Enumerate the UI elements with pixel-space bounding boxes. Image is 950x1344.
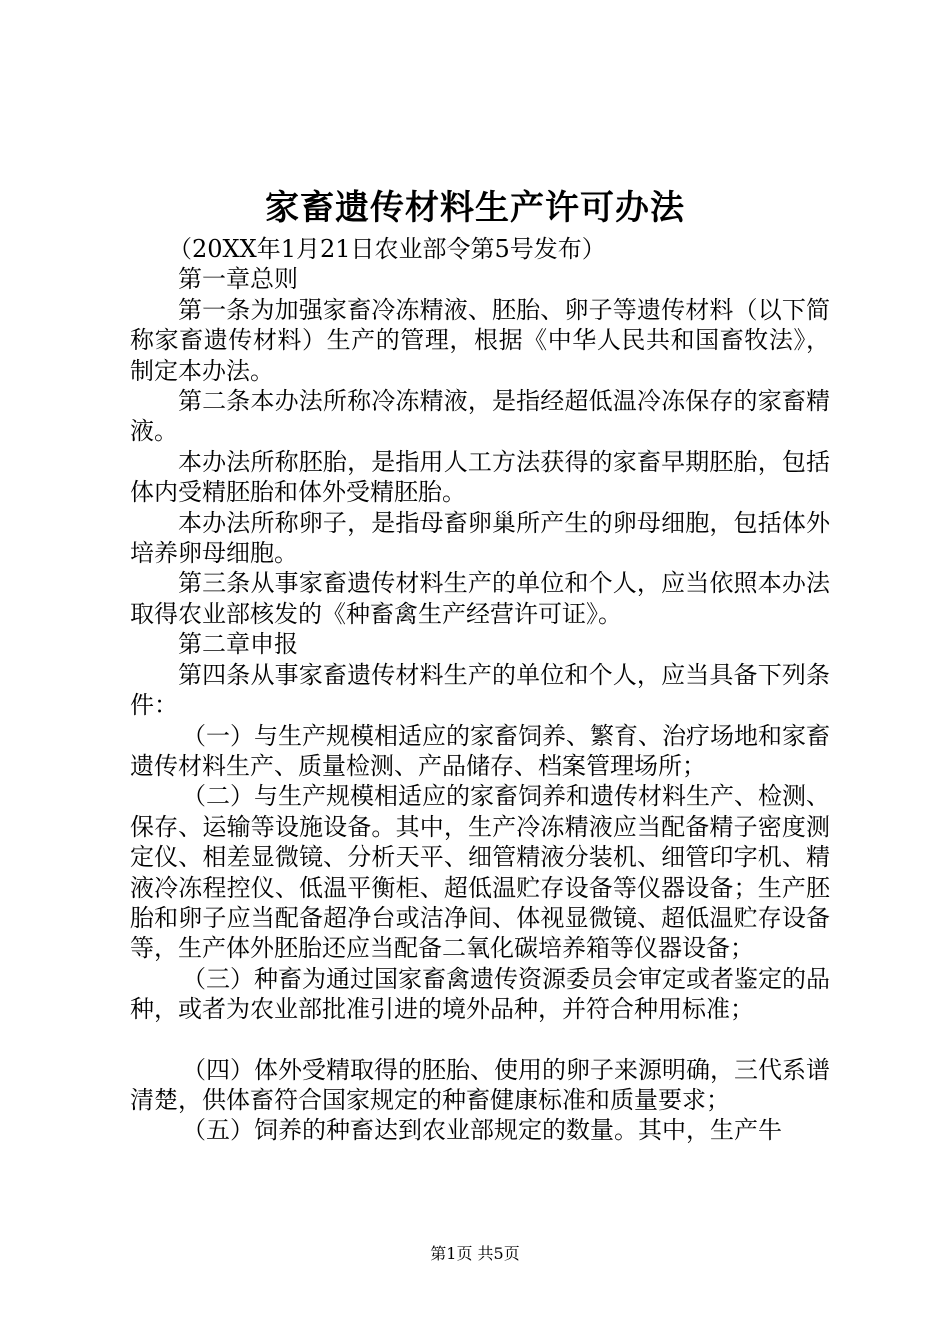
issue-note: （20XX年1月21日农业部令第5号发布） xyxy=(168,235,606,263)
document-body xyxy=(130,234,830,1146)
article-paragraph: 本办法所称卵子，是指母畜卵巢所产生的卵母细胞，包括体外培养卵母细胞。 xyxy=(130,508,830,568)
article-paragraph: 第四条从事家畜遗传材料生产的单位和个人，应当具备下列条件： xyxy=(130,660,830,720)
page-footer: 第1页 共5页 xyxy=(430,1244,520,1263)
article-paragraph: 第一条为加强家畜冷冻精液、胚胎、卵子等遗传材料（以下简称家畜遗传材料）生产的管理，根据《中华人民共和国畜牧法》，制定本办法。 xyxy=(130,295,830,385)
document-title: 家畜遗传材料生产许可办法 xyxy=(265,188,685,228)
condition-item: （二）与生产规模相适应的家畜饲养和遗传材料生产、检测、保存、运输等设施设备。其中，生产冷冻精液应当配备精子密度测定仪、相差显微镜、分析天平、细管精液分装机、细管印字机、精液冷冻程控仪、低温平衡柜、超低温贮存设备等仪器设备；生产胚胎和卵子应当配备超净台或洁净间、体视显微镜、超低温贮存设备等，生产体外胚胎还应当配备二氧化碳培养箱等仪器设备； xyxy=(130,782,830,963)
article-paragraph: 第二条本办法所称冷冻精液，是指经超低温冷冻保存的家畜精液。 xyxy=(130,387,830,446)
condition-item: （一）与生产规模相适应的家畜饲养、繁育、治疗场地和家畜遗传材料生产、质量检测、产品储存、档案管理场所； xyxy=(130,721,830,780)
condition-item: （四）体外受精取得的胚胎、使用的卵子来源明确，三代系谱清楚，供体畜符合国家规定的种畜健康标准和质量要求； xyxy=(130,1055,830,1114)
condition-item: （三）种畜为通过国家畜禽遗传资源委员会审定或者鉴定的品种，或者为农业部批准引进的境外品种，并符合种用标准； xyxy=(130,964,830,1024)
article-paragraph: 本办法所称胚胎，是指用人工方法获得的家畜早期胚胎，包括体内受精胚胎和体外受精胚胎。 xyxy=(130,447,830,507)
article-paragraph: 第三条从事家畜遗传材料生产的单位和个人，应当依照本办法取得农业部核发的《种畜禽生产经营许可证》。 xyxy=(130,569,830,628)
chapter-heading: 第二章申报 xyxy=(178,630,298,659)
paragraph-gap xyxy=(130,1025,830,1055)
chapter-heading: 第一章总则 xyxy=(178,265,298,294)
condition-item: （五）饲养的种畜达到农业部规定的数量。其中，生产牛 xyxy=(182,1116,782,1145)
